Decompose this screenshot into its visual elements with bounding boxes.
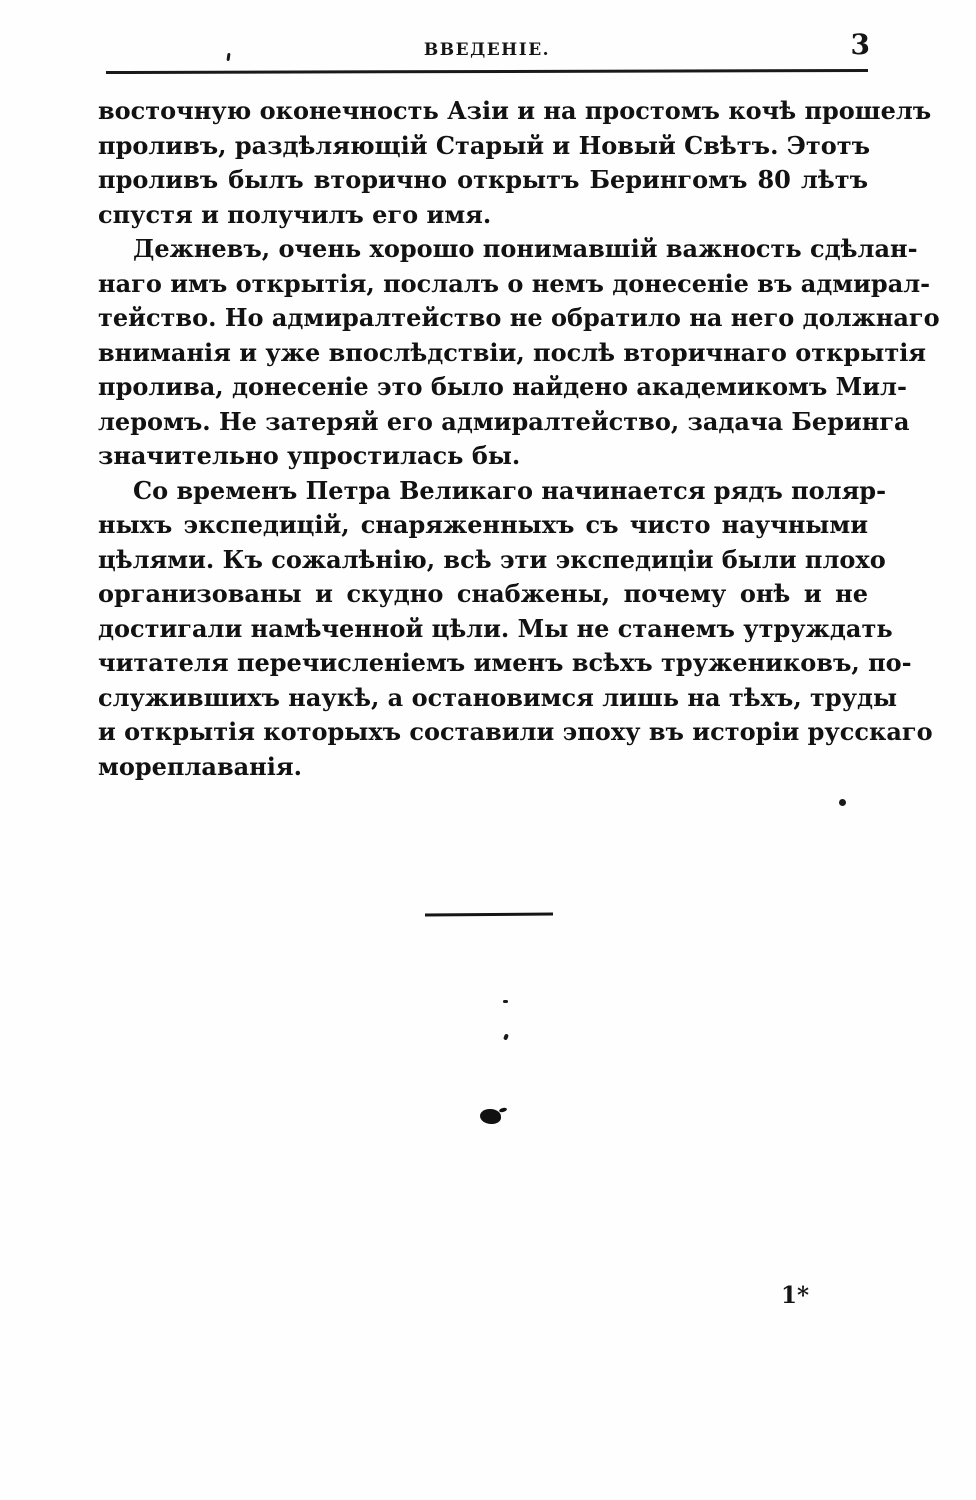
text-line: Дежневъ, очень хорошо понимавшій важность сдѣлан- <box>133 234 918 263</box>
text-line: тейство. Но адмиралтейство не обратило на него должнаго <box>98 303 940 332</box>
text-line: мореплаванія. <box>98 751 302 781</box>
text-line: вниманія и уже впослѣдствіи, послѣ вторичнаго открытія <box>98 337 927 367</box>
ink-speck <box>503 1000 508 1003</box>
running-head-title: ВВЕДЕНІЕ. <box>423 40 551 60</box>
text-line: Со временъ Петра Великаго начинается рядъ поляр- <box>133 475 887 505</box>
text-line: цѣлями. Къ сожалѣнію, всѣ эти экспедиціи были плохо <box>98 544 886 574</box>
section-separator-rule <box>425 912 553 916</box>
text-line: и открытія которыхъ составили эпоху въ исторіи русскаго <box>98 717 933 746</box>
signature-mark: 1* <box>781 1282 810 1309</box>
text-line: значительно упростилась бы. <box>98 441 521 470</box>
page-number: 3 <box>850 28 870 61</box>
paragraph <box>98 474 933 785</box>
text-line: читателя перечисленіемъ именъ всѣхъ тружениковъ, по- <box>98 648 912 677</box>
text-line: организованы и скудно снабжены, почему онѣ и не <box>98 579 868 608</box>
ink-speck <box>503 1033 509 1040</box>
text-line: проливъ былъ вторично открытъ Берингомъ 80 лѣтъ <box>98 165 868 194</box>
ink-speck <box>839 799 846 806</box>
ink-blot <box>480 1109 501 1124</box>
header-rule <box>106 69 868 74</box>
text-line: восточную оконечность Азіи и на простомъ кочѣ прошелъ <box>98 96 932 125</box>
text-line: спустя и получилъ его имя. <box>98 199 492 229</box>
body-text <box>98 94 940 784</box>
text-line: леромъ. Не затеряй его адмиралтейство, задача Беринга <box>98 406 910 436</box>
ink-blot <box>499 1107 508 1113</box>
text-line: достигали намѣченной цѣли. Мы не станемъ утруждать <box>98 613 893 643</box>
text-line: наго имъ открытія, послалъ о немъ донесеніе въ адмирал- <box>98 268 931 298</box>
text-line: пролива, донесеніе это было найдено академикомъ Мил- <box>98 372 907 401</box>
text-line: проливъ, раздѣляющій Старый и Новый Свѣтъ. Этотъ <box>98 130 871 160</box>
text-line: служившихъ наукѣ, а остановимся лишь на тѣхъ, труды <box>98 682 898 712</box>
paragraph <box>98 232 940 474</box>
paragraph <box>98 94 932 232</box>
text-line: ныхъ экспедицій, снаряженныхъ съ чисто научными <box>98 510 868 539</box>
